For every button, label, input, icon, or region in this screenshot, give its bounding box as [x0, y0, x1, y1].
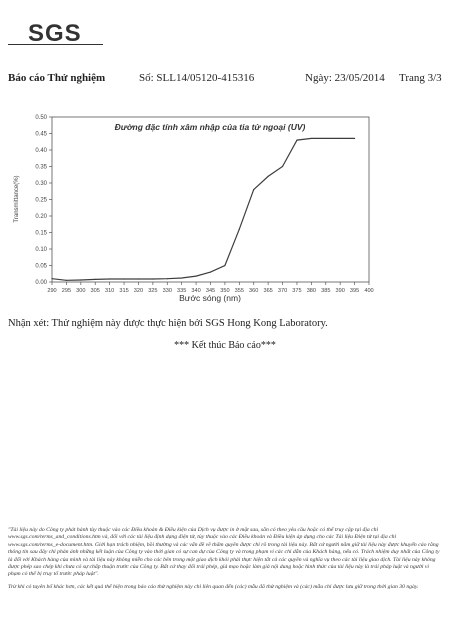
x-tick-label: 345: [205, 288, 216, 294]
plot-frame: [52, 117, 369, 282]
report-title: Báo cáo Thử nghiệm: [8, 72, 106, 84]
y-tick-label: 0.20: [35, 214, 47, 220]
end-of-report: *** Kết thúc Báo cáo***: [174, 340, 276, 351]
x-tick-label: 300: [76, 288, 86, 294]
x-tick-label: 305: [90, 288, 100, 294]
x-tick-label: 390: [335, 288, 345, 294]
x-tick-label: 360: [249, 288, 259, 294]
x-tick-label: 380: [306, 288, 317, 294]
y-tick-label: 0.15: [35, 230, 47, 237]
x-tick-label: 325: [148, 288, 158, 294]
x-tick-label: 350: [220, 288, 230, 294]
x-tick-label: 340: [191, 288, 201, 294]
chart-title: Đường đặc tính xâm nhập của tia tử ngoại (UV): [114, 122, 306, 132]
x-tick-label: 400: [364, 288, 374, 294]
transmittance-line: [52, 138, 355, 280]
x-tick-label: 320: [133, 288, 144, 294]
x-tick-label: 330: [162, 288, 172, 294]
x-tick-label: 375: [292, 288, 302, 294]
y-tick-label: 0.50: [35, 115, 47, 121]
y-axis: [35, 115, 52, 286]
x-tick-label: 295: [61, 288, 72, 294]
x-axis: [47, 282, 373, 294]
x-tick-label: 335: [177, 288, 187, 294]
data-points: [51, 138, 355, 281]
disclaimer: [8, 527, 442, 591]
x-tick-label: 370: [277, 288, 288, 294]
report-number: Số: SLL14/05120-415316: [139, 72, 255, 84]
x-tick-label: 385: [321, 288, 331, 294]
page-number: Trang 3/3: [399, 72, 442, 84]
report-date: Ngày: 23/05/2014: [305, 72, 385, 84]
y-tick-label: 0.10: [35, 247, 47, 253]
x-tick-label: 365: [263, 288, 273, 294]
y-axis-label: Transmittance(%): [14, 175, 20, 223]
y-tick-label: 0.25: [35, 197, 47, 204]
disclaimer-paragraph: "Tài liệu này do Công ty phát hành tùy thuộc vào các Điều khoản & Điều kiện của Dịch vụ được in ở mặt sau, sẵn có theo yêu cầu hoặc có thể truy cập tại địa chỉ www.sgs.com/terms_and_conditions.htm và, đối với các tài liệu định dạng điện tử, tùy thuộc vào các Điều khoản và Điều kiện áp dụng cho các Tài liệu Điện tử tại địa chỉ www.sgs.com/terms_e-document.htm. Giới hạn trách nhiệm, bồi thường và các vấn đề về thẩm quyền được chỉ rõ trong tài liệu này. Bất cứ người nắm giữ tài liệu này được khuyến cáo rằng thông tin sau đây chỉ phản ánh những kết luận của Công ty vào thời gian có sự can dự của Công ty và trong phạm vi các chỉ dẫn của Khách hàng, nếu có. Trách nhiệm duy nhất của Công ty là đối với Khách hàng của mình và tài liệu này không miễn cho các bên trong một giao dịch khỏi phải thực hiện tất cả các quyền và nghĩa vụ theo các tài liệu giao dịch. Tài liệu này không được phép sao chép khi chưa có sự chấp thuận trước của Công ty. Bất cứ thay đổi trái phép, giả mạo hoặc làm giả nội dung hoặc hình thức của tài liệu này là trái pháp luật và người vi phạm có thể bị truy tố trước pháp luật".: [8, 527, 440, 578]
x-tick-label: 395: [349, 288, 360, 294]
remark-text: Nhận xét: Thử nghiệm này được thực hiện bởi SGS Hong Kong Laboratory.: [8, 318, 328, 329]
logo-underline: [8, 44, 103, 45]
y-tick-label: 0.05: [35, 263, 47, 270]
y-tick-label: 0.40: [35, 148, 47, 154]
x-tick-label: 310: [104, 288, 115, 294]
x-tick-label: 290: [47, 288, 57, 294]
y-tick-label: 0.00: [35, 280, 47, 286]
sgs-logo: SGS: [28, 20, 82, 47]
y-tick-label: 0.35: [35, 164, 47, 171]
y-tick-label: 0.45: [35, 131, 47, 138]
x-tick-label: 315: [119, 288, 129, 294]
uv-transmittance-chart: [0, 108, 450, 308]
y-tick-label: 0.30: [35, 181, 47, 187]
x-axis-label: Bước sóng (nm): [179, 293, 241, 303]
x-tick-label: 355: [234, 288, 244, 294]
disclaimer-paragraph: Trừ khi có tuyên bố khác hơn, các kết quả thể hiện trong báo cáo thử nghiệm này chỉ liên quan đến (các) mẫu đã thử nghiệm và (các) mẫu chỉ được lưu giữ trong thời gian 30 ngày.: [8, 583, 419, 590]
